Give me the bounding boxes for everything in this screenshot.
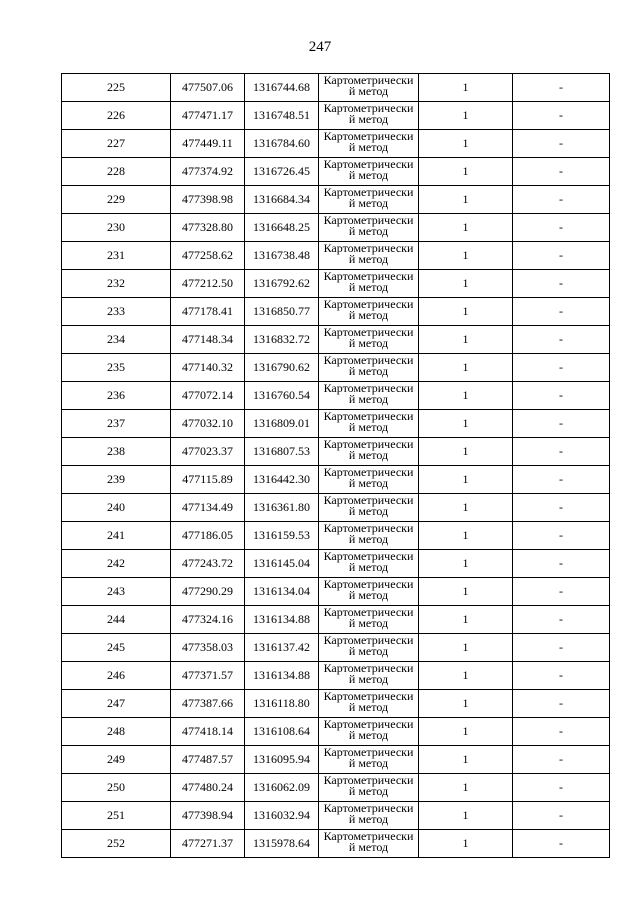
- accuracy-cell: 1: [419, 186, 513, 214]
- point-number-cell: 225: [62, 74, 171, 102]
- method-text: Картометрически й метод: [323, 355, 414, 378]
- method-cell: [319, 830, 419, 858]
- accuracy-cell: 1: [419, 298, 513, 326]
- y-coordinate-cell: 1316134.88: [245, 606, 319, 634]
- table-row: [62, 746, 610, 774]
- point-number-cell: 251: [62, 802, 171, 830]
- method-cell: [319, 130, 419, 158]
- y-coordinate-cell: 1316108.64: [245, 718, 319, 746]
- x-coordinate-cell: 477023.37: [171, 438, 245, 466]
- table-row: [62, 690, 610, 718]
- point-number-cell: 243: [62, 578, 171, 606]
- method-cell: [319, 382, 419, 410]
- y-coordinate-cell: 1316145.04: [245, 550, 319, 578]
- method-cell: [319, 746, 419, 774]
- x-coordinate-cell: 477032.10: [171, 410, 245, 438]
- y-coordinate-cell: 1316137.42: [245, 634, 319, 662]
- table-row: [62, 634, 610, 662]
- method-cell: [319, 690, 419, 718]
- method-text: Картометрически й метод: [323, 635, 414, 658]
- method-text: Картометрически й метод: [323, 747, 414, 770]
- method-text: Картометрически й метод: [323, 803, 414, 826]
- accuracy-cell: 1: [419, 326, 513, 354]
- x-coordinate-cell: 477398.98: [171, 186, 245, 214]
- method-cell: [319, 242, 419, 270]
- table-row: [62, 774, 610, 802]
- y-coordinate-cell: 1316442.30: [245, 466, 319, 494]
- y-coordinate-cell: 1316134.88: [245, 662, 319, 690]
- accuracy-cell: 1: [419, 466, 513, 494]
- x-coordinate-cell: 477471.17: [171, 102, 245, 130]
- point-number-cell: 232: [62, 270, 171, 298]
- method-cell: [319, 606, 419, 634]
- x-coordinate-cell: 477358.03: [171, 634, 245, 662]
- method-cell: [319, 578, 419, 606]
- description-cell: -: [513, 690, 610, 718]
- point-number-cell: 233: [62, 298, 171, 326]
- point-number-cell: 227: [62, 130, 171, 158]
- method-cell: [319, 662, 419, 690]
- table-row: [62, 74, 610, 102]
- point-number-cell: 247: [62, 690, 171, 718]
- method-text: Картометрически й метод: [323, 383, 414, 406]
- method-cell: [319, 718, 419, 746]
- method-text: Картометрически й метод: [323, 607, 414, 630]
- method-cell: [319, 774, 419, 802]
- method-text: Картометрически й метод: [323, 159, 414, 182]
- point-number-cell: 245: [62, 634, 171, 662]
- method-text: Картометрически й метод: [323, 551, 414, 574]
- method-cell: [319, 326, 419, 354]
- description-cell: -: [513, 746, 610, 774]
- x-coordinate-cell: 477258.62: [171, 242, 245, 270]
- table-row: [62, 438, 610, 466]
- point-number-cell: 239: [62, 466, 171, 494]
- y-coordinate-cell: 1316748.51: [245, 102, 319, 130]
- table-row: [62, 494, 610, 522]
- table-row: [62, 410, 610, 438]
- x-coordinate-cell: 477148.34: [171, 326, 245, 354]
- y-coordinate-cell: 1316784.60: [245, 130, 319, 158]
- y-coordinate-cell: 1316744.68: [245, 74, 319, 102]
- method-text: Картометрически й метод: [323, 467, 414, 490]
- table-row: [62, 718, 610, 746]
- description-cell: -: [513, 214, 610, 242]
- method-text: Картометрически й метод: [323, 523, 414, 546]
- method-cell: [319, 550, 419, 578]
- page-number: 247: [308, 39, 332, 55]
- point-number-cell: 242: [62, 550, 171, 578]
- description-cell: -: [513, 662, 610, 690]
- method-cell: [319, 634, 419, 662]
- description-cell: -: [513, 158, 610, 186]
- accuracy-cell: 1: [419, 270, 513, 298]
- table-row: [62, 186, 610, 214]
- description-cell: -: [513, 186, 610, 214]
- method-text: Картометрически й метод: [323, 831, 414, 854]
- accuracy-cell: 1: [419, 746, 513, 774]
- table-row: [62, 242, 610, 270]
- method-cell: [319, 102, 419, 130]
- y-coordinate-cell: 1316809.01: [245, 410, 319, 438]
- method-cell: [319, 438, 419, 466]
- x-coordinate-cell: 477271.37: [171, 830, 245, 858]
- y-coordinate-cell: 1316134.04: [245, 578, 319, 606]
- point-number-cell: 237: [62, 410, 171, 438]
- x-coordinate-cell: 477243.72: [171, 550, 245, 578]
- y-coordinate-cell: 1316738.48: [245, 242, 319, 270]
- accuracy-cell: 1: [419, 102, 513, 130]
- description-cell: -: [513, 522, 610, 550]
- y-coordinate-cell: 1316361.80: [245, 494, 319, 522]
- x-coordinate-cell: 477186.05: [171, 522, 245, 550]
- x-coordinate-cell: 477212.50: [171, 270, 245, 298]
- description-cell: -: [513, 74, 610, 102]
- point-number-cell: 229: [62, 186, 171, 214]
- x-coordinate-cell: 477418.14: [171, 718, 245, 746]
- method-text: Картометрически й метод: [323, 187, 414, 210]
- method-cell: [319, 354, 419, 382]
- x-coordinate-cell: 477072.14: [171, 382, 245, 410]
- table-row: [62, 578, 610, 606]
- y-coordinate-cell: 1316790.62: [245, 354, 319, 382]
- description-cell: -: [513, 774, 610, 802]
- y-coordinate-cell: 1316807.53: [245, 438, 319, 466]
- table-row: [62, 662, 610, 690]
- description-cell: -: [513, 802, 610, 830]
- x-coordinate-cell: 477290.29: [171, 578, 245, 606]
- y-coordinate-cell: 1316760.54: [245, 382, 319, 410]
- method-cell: [319, 522, 419, 550]
- method-text: Картометрически й метод: [323, 103, 414, 126]
- description-cell: -: [513, 270, 610, 298]
- method-cell: [319, 270, 419, 298]
- method-text: Картометрически й метод: [323, 775, 414, 798]
- accuracy-cell: 1: [419, 718, 513, 746]
- table-row: [62, 550, 610, 578]
- accuracy-cell: 1: [419, 494, 513, 522]
- method-cell: [319, 158, 419, 186]
- point-number-cell: 241: [62, 522, 171, 550]
- description-cell: -: [513, 634, 610, 662]
- y-coordinate-cell: 1316726.45: [245, 158, 319, 186]
- accuracy-cell: 1: [419, 438, 513, 466]
- point-number-cell: 231: [62, 242, 171, 270]
- method-text: Картометрически й метод: [323, 131, 414, 154]
- x-coordinate-cell: 477328.80: [171, 214, 245, 242]
- table-row: [62, 130, 610, 158]
- point-number-cell: 240: [62, 494, 171, 522]
- x-coordinate-cell: 477178.41: [171, 298, 245, 326]
- method-text: Картометрически й метод: [323, 691, 414, 714]
- method-cell: [319, 214, 419, 242]
- table-row: [62, 382, 610, 410]
- table-row: [62, 354, 610, 382]
- point-number-cell: 250: [62, 774, 171, 802]
- method-text: Картометрически й метод: [323, 299, 414, 322]
- accuracy-cell: 1: [419, 774, 513, 802]
- point-number-cell: 234: [62, 326, 171, 354]
- coordinates-table: [61, 73, 610, 858]
- y-coordinate-cell: 1316159.53: [245, 522, 319, 550]
- x-coordinate-cell: 477374.92: [171, 158, 245, 186]
- coordinates-table-body: [62, 74, 610, 858]
- x-coordinate-cell: 477449.11: [171, 130, 245, 158]
- method-cell: [319, 410, 419, 438]
- table-row: [62, 102, 610, 130]
- description-cell: -: [513, 578, 610, 606]
- accuracy-cell: 1: [419, 214, 513, 242]
- accuracy-cell: 1: [419, 74, 513, 102]
- point-number-cell: 235: [62, 354, 171, 382]
- point-number-cell: 252: [62, 830, 171, 858]
- x-coordinate-cell: 477480.24: [171, 774, 245, 802]
- point-number-cell: 238: [62, 438, 171, 466]
- description-cell: -: [513, 130, 610, 158]
- x-coordinate-cell: 477487.57: [171, 746, 245, 774]
- description-cell: -: [513, 466, 610, 494]
- accuracy-cell: 1: [419, 690, 513, 718]
- accuracy-cell: 1: [419, 410, 513, 438]
- method-text: Картометрически й метод: [323, 75, 414, 98]
- description-cell: -: [513, 326, 610, 354]
- x-coordinate-cell: 477387.66: [171, 690, 245, 718]
- description-cell: -: [513, 382, 610, 410]
- method-cell: [319, 298, 419, 326]
- accuracy-cell: 1: [419, 550, 513, 578]
- table-row: [62, 270, 610, 298]
- y-coordinate-cell: 1316850.77: [245, 298, 319, 326]
- description-cell: -: [513, 494, 610, 522]
- point-number-cell: 249: [62, 746, 171, 774]
- description-cell: -: [513, 830, 610, 858]
- table-row: [62, 326, 610, 354]
- y-coordinate-cell: 1315978.64: [245, 830, 319, 858]
- table-row: [62, 298, 610, 326]
- x-coordinate-cell: 477140.32: [171, 354, 245, 382]
- description-cell: -: [513, 242, 610, 270]
- method-text: Картометрически й метод: [323, 719, 414, 742]
- description-cell: -: [513, 718, 610, 746]
- accuracy-cell: 1: [419, 130, 513, 158]
- method-text: Картометрически й метод: [323, 495, 414, 518]
- point-number-cell: 248: [62, 718, 171, 746]
- method-cell: [319, 74, 419, 102]
- y-coordinate-cell: 1316684.34: [245, 186, 319, 214]
- table-row: [62, 830, 610, 858]
- method-text: Картометрически й метод: [323, 579, 414, 602]
- accuracy-cell: 1: [419, 158, 513, 186]
- y-coordinate-cell: 1316095.94: [245, 746, 319, 774]
- y-coordinate-cell: 1316648.25: [245, 214, 319, 242]
- description-cell: -: [513, 550, 610, 578]
- method-text: Картометрически й метод: [323, 411, 414, 434]
- point-number-cell: 246: [62, 662, 171, 690]
- method-text: Картометрически й метод: [323, 271, 414, 294]
- accuracy-cell: 1: [419, 830, 513, 858]
- point-number-cell: 236: [62, 382, 171, 410]
- method-text: Картометрически й метод: [323, 215, 414, 238]
- x-coordinate-cell: 477398.94: [171, 802, 245, 830]
- method-cell: [319, 466, 419, 494]
- table-row: [62, 522, 610, 550]
- y-coordinate-cell: 1316832.72: [245, 326, 319, 354]
- description-cell: -: [513, 410, 610, 438]
- description-cell: -: [513, 354, 610, 382]
- table-row: [62, 214, 610, 242]
- method-cell: [319, 494, 419, 522]
- accuracy-cell: 1: [419, 662, 513, 690]
- description-cell: -: [513, 606, 610, 634]
- table-row: [62, 158, 610, 186]
- method-text: Картометрически й метод: [323, 243, 414, 266]
- x-coordinate-cell: 477115.89: [171, 466, 245, 494]
- point-number-cell: 230: [62, 214, 171, 242]
- accuracy-cell: 1: [419, 382, 513, 410]
- accuracy-cell: 1: [419, 578, 513, 606]
- x-coordinate-cell: 477371.57: [171, 662, 245, 690]
- y-coordinate-cell: 1316062.09: [245, 774, 319, 802]
- point-number-cell: 226: [62, 102, 171, 130]
- table-row: [62, 802, 610, 830]
- method-text: Картометрически й метод: [323, 327, 414, 350]
- x-coordinate-cell: 477134.49: [171, 494, 245, 522]
- table-row: [62, 466, 610, 494]
- method-cell: [319, 802, 419, 830]
- y-coordinate-cell: 1316032.94: [245, 802, 319, 830]
- point-number-cell: 244: [62, 606, 171, 634]
- description-cell: -: [513, 102, 610, 130]
- accuracy-cell: 1: [419, 606, 513, 634]
- accuracy-cell: 1: [419, 522, 513, 550]
- accuracy-cell: 1: [419, 242, 513, 270]
- point-number-cell: 228: [62, 158, 171, 186]
- method-text: Картометрически й метод: [323, 439, 414, 462]
- accuracy-cell: 1: [419, 802, 513, 830]
- x-coordinate-cell: 477324.16: [171, 606, 245, 634]
- y-coordinate-cell: 1316118.80: [245, 690, 319, 718]
- y-coordinate-cell: 1316792.62: [245, 270, 319, 298]
- x-coordinate-cell: 477507.06: [171, 74, 245, 102]
- method-text: Картометрически й метод: [323, 663, 414, 686]
- method-cell: [319, 186, 419, 214]
- description-cell: -: [513, 298, 610, 326]
- accuracy-cell: 1: [419, 354, 513, 382]
- accuracy-cell: 1: [419, 634, 513, 662]
- description-cell: -: [513, 438, 610, 466]
- table-row: [62, 606, 610, 634]
